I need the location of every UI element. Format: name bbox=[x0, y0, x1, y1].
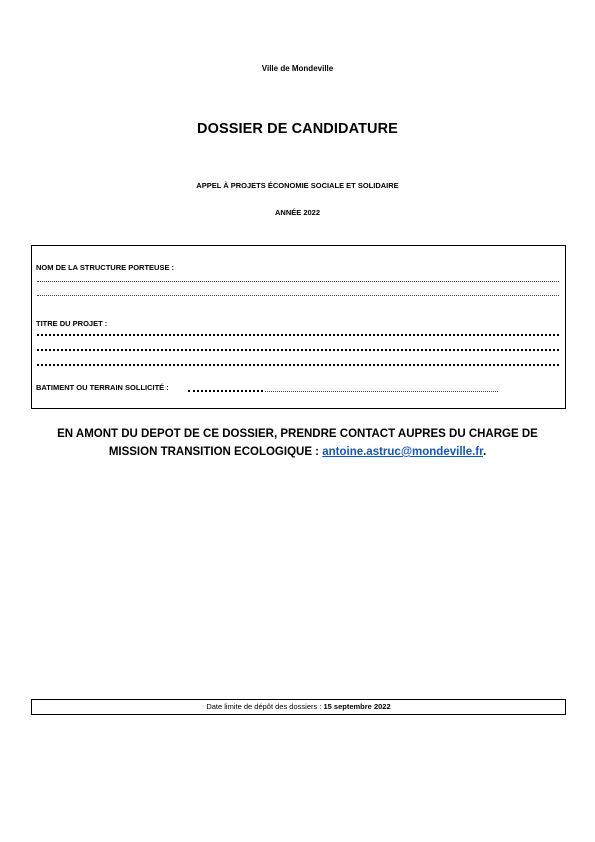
contact-notice-suffix: . bbox=[482, 446, 487, 458]
contact-email-link[interactable]: antoine.astruc@mondeville.fr bbox=[322, 446, 483, 458]
application-form-box bbox=[31, 245, 566, 409]
site-requested-label: BATIMENT OU TERRAIN SOLLICITÉ : bbox=[36, 383, 169, 392]
structure-name-field-line-2[interactable] bbox=[37, 295, 559, 296]
project-title-label: TITRE DU PROJET : bbox=[36, 319, 108, 328]
site-requested-field[interactable] bbox=[265, 391, 498, 392]
deadline-date: 15 septembre 2022 bbox=[323, 702, 391, 711]
deadline-label: Date limite de dépôt des dossiers : bbox=[206, 702, 324, 711]
document-title: DOSSIER DE CANDIDATURE bbox=[197, 121, 398, 137]
structure-name-label: NOM DE LA STRUCTURE PORTEUSE : bbox=[36, 263, 175, 272]
contact-notice-line-2 bbox=[0, 443, 595, 461]
project-title-field-line-2[interactable] bbox=[37, 349, 559, 351]
contact-notice-line-1: EN AMONT DU DEPOT DE CE DOSSIER, PRENDRE CONTACT AUPRES DU CHARGE DE bbox=[57, 428, 538, 440]
year-label: ANNÉE 2022 bbox=[274, 208, 321, 217]
project-title-field-line-3[interactable] bbox=[37, 364, 559, 366]
town-name: Ville de Mondeville bbox=[261, 64, 334, 73]
contact-notice-prefix: MISSION TRANSITION ECOLOGIQUE : bbox=[108, 446, 323, 458]
contact-notice bbox=[0, 425, 595, 461]
deadline-box bbox=[31, 699, 566, 715]
call-for-projects-subtitle: APPEL À PROJETS ÉCONOMIE SOCIALE ET SOLIDAIRE bbox=[196, 181, 399, 190]
project-title-field-line-1[interactable] bbox=[37, 334, 559, 336]
site-requested-field-bold[interactable] bbox=[188, 390, 263, 392]
structure-name-field-line-1[interactable] bbox=[37, 281, 559, 282]
